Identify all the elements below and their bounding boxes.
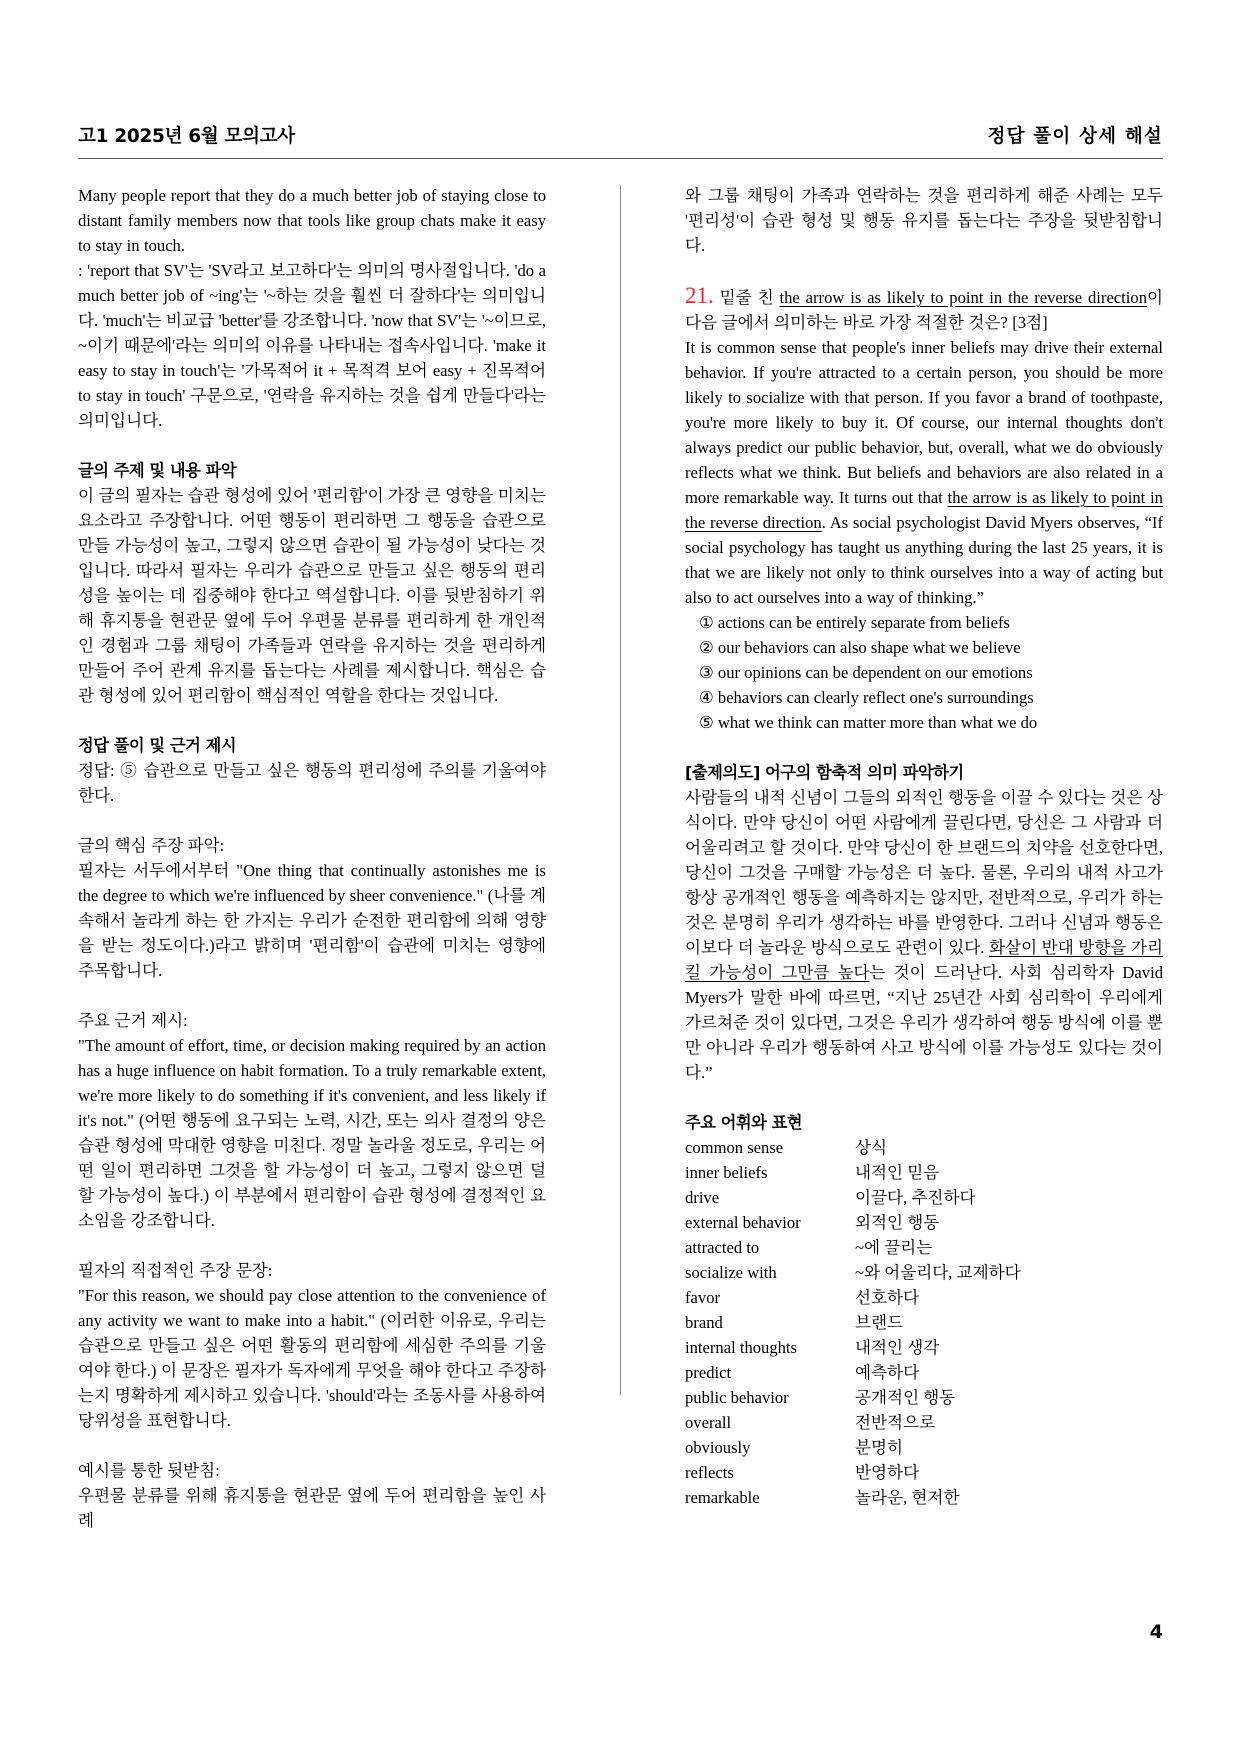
vocab-term: brand bbox=[685, 1313, 723, 1332]
vocabulary-table bbox=[685, 1135, 1163, 1510]
vocab-term: inner beliefs bbox=[685, 1163, 768, 1182]
table-row bbox=[685, 1435, 1163, 1460]
answer-choice-4[interactable] bbox=[685, 685, 1163, 710]
page-number: 4 bbox=[1149, 1621, 1163, 1643]
header-title: 고1 2025년 6월 모의고사 bbox=[78, 126, 295, 147]
choice-marker: ⑤ bbox=[699, 713, 714, 732]
vocab-term: reflects bbox=[685, 1463, 734, 1482]
vocab-term: public behavior bbox=[685, 1388, 789, 1407]
table-row bbox=[685, 1335, 1163, 1360]
translation-part1: 사람들의 내적 신념이 그들의 외적인 행동을 이끌 수 있다는 것은 상식이다. 만약 당신이 어떤 사람에게 끌린다면, 당신은 그 사람과 더 어울리려고 할 것이다. 만약 당신이 한 브랜드의 치약을 선호한다면, 당신이 그것을 구매할 가능성은 더 높다. 물론, 우리의 내적 사고가 항상 공개적인 행동을 예측하지는 않지만, 전반적으로, 우리가 하는 것은 분명히 우리가 생각하는 바를 반영한다. 그러나 신념과 행동은 이보다 더 놀라운 방식으로도 관련이 있다. bbox=[685, 788, 1163, 957]
vocab-meaning: 내적인 생각 bbox=[855, 1338, 940, 1357]
section-heading-vocabulary: 주요 어휘와 표현 bbox=[685, 1113, 803, 1132]
vocab-term: remarkable bbox=[685, 1488, 760, 1507]
body-examples: 우편물 분류를 위해 휴지통을 현관문 옆에 두어 편리함을 높인 사례 bbox=[78, 1486, 546, 1530]
vocab-meaning: 예측하다 bbox=[855, 1363, 920, 1382]
answer-choices-list bbox=[685, 610, 1163, 735]
vocab-term: obviously bbox=[685, 1438, 751, 1457]
translation-underlined: 화살이 반대 방향을 가리킬 가능성이 그만큼 높다 bbox=[685, 938, 1163, 982]
vocab-term: common sense bbox=[685, 1138, 784, 1157]
section-heading-intent: [출제의도] 어구의 함축적 의미 파악하기 bbox=[685, 763, 964, 782]
table-row bbox=[685, 1485, 1163, 1510]
table-row bbox=[685, 1235, 1163, 1260]
question-passage bbox=[685, 335, 1163, 610]
subheading-main-claim: 글의 핵심 주장 파악: bbox=[78, 836, 225, 855]
vocab-meaning: 외적인 행동 bbox=[855, 1213, 940, 1232]
spacer bbox=[78, 433, 546, 458]
section-body-topic: 이 글의 필자는 습관 형성에 있어 '편리함'이 가장 큰 영향을 미치는 요소라고 주장합니다. 어떤 행동이 편리하면 그 행동을 습관으로 만들 가능성이 높고, 그렇지 않으면 습관이 될 가능성이 낮다는 것입니다. 따라서 필자는 우리가 습관으로 만들고 싶은 행동의 편리성을 높이는 데 집중해야 한다고 역설합니다. 이를 뒷받침하기 위해 휴지통을 현관문 옆에 두어 우편물 분류를 편리하게 한 개인적인 경험과 그룹 채팅이 가족들과 연락을 유지하는 것을 편리하게 만들어 주어 관계 유지를 돕는다는 사례를 제시합니다. 핵심은 습관 형성에 있어 편리함이 핵심적인 역할을 한다는 것입니다. bbox=[78, 486, 546, 705]
table-row bbox=[685, 1385, 1163, 1410]
vocab-meaning: 선호하다 bbox=[855, 1288, 920, 1307]
vocab-meaning: 공개적인 행동 bbox=[855, 1388, 956, 1407]
table-row bbox=[685, 1310, 1163, 1335]
left-column bbox=[78, 183, 556, 1530]
spacer bbox=[78, 708, 546, 733]
subheading-examples: 예시를 통한 뒷받침: bbox=[78, 1461, 220, 1480]
page-header bbox=[78, 122, 1163, 148]
vocab-meaning: 브랜드 bbox=[855, 1313, 904, 1332]
body-direct-claim: "For this reason, we should pay close attention to the convenience of any activity we want to make into a habit." (이러한 이유로, 우리는 습관으로 만들고 싶은 어떤 활동의 편리함에 세심한 주의를 기울여야 한다.) 이 문장은 필자가 독자에게 무엇을 해야 한다고 주장하는지 명확하게 제시하고 있습니다. 'should'라는 조동사를 사용하여 당위성을 표현합니다. bbox=[78, 1286, 546, 1430]
spacer bbox=[78, 1433, 546, 1458]
section-heading-answer: 정답 풀이 및 근거 제시 bbox=[78, 736, 237, 755]
passage-translation bbox=[685, 785, 1163, 1085]
vocab-term: attracted to bbox=[685, 1238, 760, 1257]
vocab-meaning: 분명히 bbox=[855, 1438, 904, 1457]
table-row bbox=[685, 1360, 1163, 1385]
spacer bbox=[78, 808, 546, 833]
column-gutter bbox=[556, 183, 685, 1501]
vocab-term: socialize with bbox=[685, 1263, 777, 1282]
choice-text: what we think can matter more than what we do bbox=[717, 713, 1038, 732]
table-row bbox=[685, 1210, 1163, 1235]
answer-choice-1[interactable] bbox=[685, 610, 1163, 635]
vocab-meaning: ~에 끌리는 bbox=[855, 1238, 933, 1257]
question-underlined-phrase: the arrow is as likely to point in the reverse direction bbox=[779, 288, 1147, 307]
table-row bbox=[685, 1410, 1163, 1435]
right-column bbox=[685, 183, 1164, 1507]
question-number: 21. bbox=[685, 283, 714, 308]
vocab-meaning: 전반적으로 bbox=[855, 1413, 936, 1432]
spacer bbox=[685, 1085, 1163, 1110]
answer-choice-5[interactable] bbox=[685, 710, 1163, 735]
question-passage-part1: It is common sense that people's inner beliefs may drive their external behavior. If you're attracted to a certain person, you should be more likely to socialize with that person. If you favor a brand of toothpaste, you're more likely to buy it. Of course, our internal thoughts don't always predict our public behavior, but, overall, what we do obviously reflects what we think. But beliefs and behaviors are also related in a more remarkable way. It turns out that bbox=[685, 338, 1163, 507]
vocab-meaning: 반영하다 bbox=[855, 1463, 920, 1482]
table-row bbox=[685, 1160, 1163, 1185]
question-passage-part2: . As social psychologist David Myers observes, “If social psychology has taught us anything during the last 25 years, it is that we are likely not only to think ourselves into a way of acting but also to act ourselves into a way of thinking.” bbox=[685, 513, 1163, 607]
answer-choice-3[interactable] bbox=[685, 660, 1163, 685]
table-row bbox=[685, 1260, 1163, 1285]
two-column-body bbox=[78, 183, 1164, 1530]
translation-part2: 는 것이 드러난다. 사회 심리학자 David Myers가 말한 바에 따르면, “지난 25년간 사회 심리학이 우리에게 가르쳐준 것이 있다면, 그것은 우리가 생각하여 행동 방식에 이를 뿐만 아니라 우리가 행동하여 사고 방식에 이를 가능성도 있다는 것이다.” bbox=[685, 963, 1163, 1082]
table-row bbox=[685, 1185, 1163, 1210]
vocab-term: overall bbox=[685, 1413, 732, 1432]
vocab-term: external behavior bbox=[685, 1213, 801, 1232]
choice-text: behaviors can clearly reflect one's surroundings bbox=[717, 688, 1034, 707]
passage-english: Many people report that they do a much better job of staying close to distant family members now that tools like group chats make it easy to stay in touch. bbox=[78, 186, 546, 255]
body-main-claim: 필자는 서두에서부터 "One thing that continually astonishes me is the degree to which we're influenced by sheer convenience." (나를 계속해서 놀라게 하는 한 가지는 우리가 순전한 편리함에 의해 영향을 받는 정도이다.)라고 밝히며 '편리함'이 습관에 미치는 영향에 주목합니다. bbox=[78, 861, 546, 980]
header-subtitle: 정답 풀이 상세 해설 bbox=[987, 126, 1163, 147]
vocab-term: favor bbox=[685, 1288, 721, 1307]
spacer bbox=[685, 258, 1163, 283]
choice-marker: ② bbox=[699, 638, 714, 657]
vocab-term: drive bbox=[685, 1188, 720, 1207]
question-prompt-before: 밑줄 친 bbox=[719, 288, 774, 307]
spacer bbox=[78, 1233, 546, 1258]
answer-choice-2[interactable] bbox=[685, 635, 1163, 660]
choice-text: actions can be entirely separate from beliefs bbox=[717, 613, 1010, 632]
table-row bbox=[685, 1285, 1163, 1310]
vocab-term: internal thoughts bbox=[685, 1338, 797, 1357]
question-passage-underlined: the arrow is as likely to point in the reverse direction bbox=[685, 488, 1163, 532]
section-heading-topic: 글의 주제 및 내용 파악 bbox=[78, 461, 237, 480]
vocab-meaning: ~와 어울리다, 교제하다 bbox=[855, 1263, 1021, 1282]
column-divider-rule bbox=[620, 185, 621, 1395]
header-divider-rule bbox=[78, 158, 1163, 159]
table-row bbox=[685, 1460, 1163, 1485]
spacer bbox=[685, 735, 1163, 760]
vocab-term: predict bbox=[685, 1363, 732, 1382]
body-examples-continued: 와 그룹 채팅이 가족과 연락하는 것을 편리하게 해준 사례는 모두 '편리성'이 습관 형성 및 행동 유지를 돕는다는 주장을 뒷받침합니다. bbox=[685, 186, 1163, 255]
body-evidence: "The amount of effort, time, or decision making required by an action has a huge influence on habit formation. To a truly remarkable extent, we're more likely to do something if it's convenient, and less likely if it's not." (어떤 행동에 요구되는 노력, 시간, 또는 의사 결정의 양은 습관 형성에 막대한 영향을 미친다. 정말 놀라울 정도로, 우리는 어떤 일이 편리하면 그것을 할 가능성이 더 높고, 그렇지 않으면 덜 할 가능성이 높다.) 이 부분에서 편리함이 습관 형성에 결정적인 요소임을 강조합니다. bbox=[78, 1036, 546, 1230]
passage-grammar-note: : 'report that SV'는 'SV라고 보고하다'는 의미의 명사절입니다. 'do a much better job of ~ing'는 '~하는 것을 훨씬 더 잘하다'는 의미입니다. 'much'는 비교급 'better'를 강조합니다. 'now that SV'는 '~이므로, ~이기 때문에'라는 의미의 이유를 나타내는 접속사입니다. 'make it easy to stay in touch'는 '가목적어 it + 목적격 보어 easy + 진목적어 to stay in touch' 구문으로, '연락을 유지하는 것을 쉽게 만들다'라는 의미입니다. bbox=[78, 261, 546, 430]
question-prompt bbox=[685, 283, 1163, 335]
choice-text: our opinions can be dependent on our emotions bbox=[717, 663, 1033, 682]
subheading-evidence: 주요 근거 제시: bbox=[78, 1011, 188, 1030]
answer-statement: 정답: ⑤ 습관으로 만들고 싶은 행동의 편리성에 주의를 기울여야 한다. bbox=[78, 761, 546, 805]
question-prompt-after: 이 다음 글에서 의미하는 바로 가장 적절한 것은? [3점] bbox=[685, 288, 1164, 332]
vocab-meaning: 상식 bbox=[855, 1138, 888, 1157]
choice-text: our behaviors can also shape what we believe bbox=[717, 638, 1021, 657]
vocab-meaning: 놀라운, 현저한 bbox=[855, 1488, 960, 1507]
subheading-direct-claim: 필자의 직접적인 주장 문장: bbox=[78, 1261, 273, 1280]
choice-marker: ① bbox=[699, 613, 714, 632]
choice-marker: ③ bbox=[699, 663, 714, 682]
spacer bbox=[78, 983, 546, 1008]
choice-marker: ④ bbox=[699, 688, 714, 707]
table-row bbox=[685, 1135, 1163, 1160]
vocab-meaning: 내적인 믿음 bbox=[855, 1163, 940, 1182]
vocab-meaning: 이끌다, 추진하다 bbox=[855, 1188, 976, 1207]
